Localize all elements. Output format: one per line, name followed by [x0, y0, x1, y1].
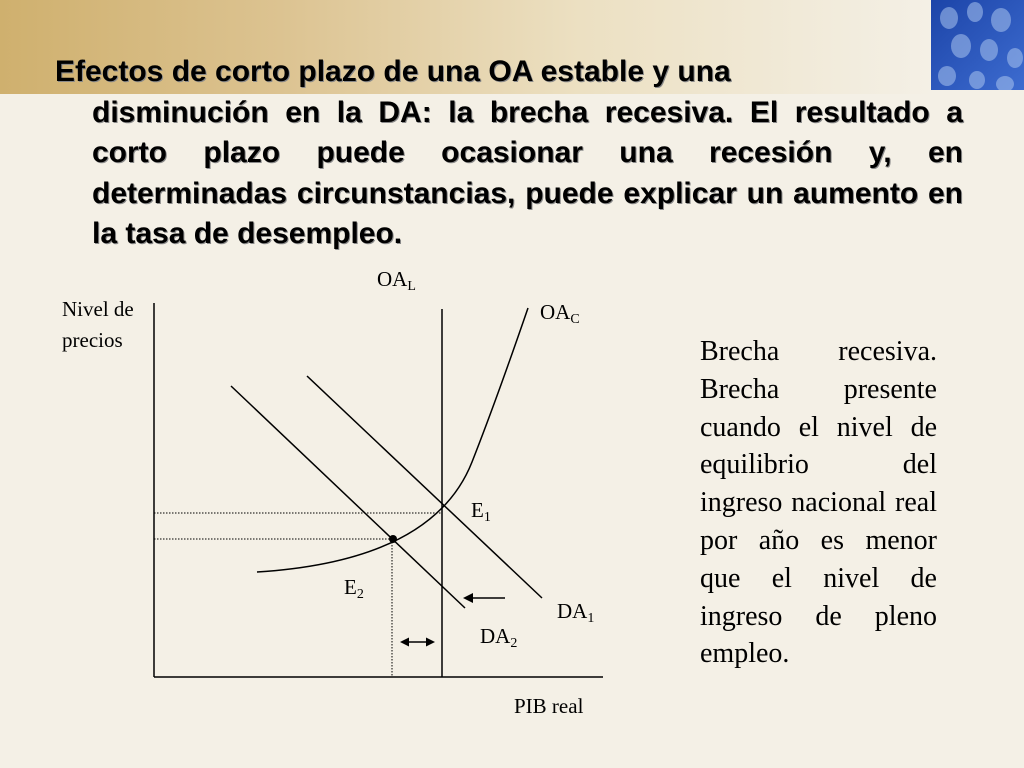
e1-label: $E_1$ [471, 498, 491, 525]
da1-line [307, 376, 542, 598]
da2-label: $DA_2$ [480, 624, 518, 651]
x-axis-label: PIB real [514, 694, 584, 718]
oal-label: $OA_L$ [377, 267, 416, 294]
heading-line-1: Efectos de corto plazo de una OA estable y una [55, 55, 731, 88]
oac-curve [257, 308, 528, 572]
da1-label: $DA_1$ [557, 599, 595, 626]
heading-rest: El resultado a corto plazo puede ocasionar una recesión y, en determinadas circunstancias, puede explicar un aumento en la tasa de desempleo. [92, 95, 963, 250]
definition-paragraph: Brecha recesiva. Brecha presente cuando el nivel de equilibrio del ingreso nacional real por año es menor que el nivel de ingreso de pleno empleo. [700, 336, 937, 670]
heading-line-2: disminución en la DA: la brecha recesiva. [92, 95, 734, 129]
e2-label: $E_2$ [344, 575, 364, 602]
e2-point [389, 535, 397, 543]
gap-arrow [400, 638, 435, 647]
shift-arrow [463, 593, 505, 603]
y-axis-label: Nivel de precios [62, 297, 134, 352]
oac-label: $OA_C$ [540, 300, 580, 327]
